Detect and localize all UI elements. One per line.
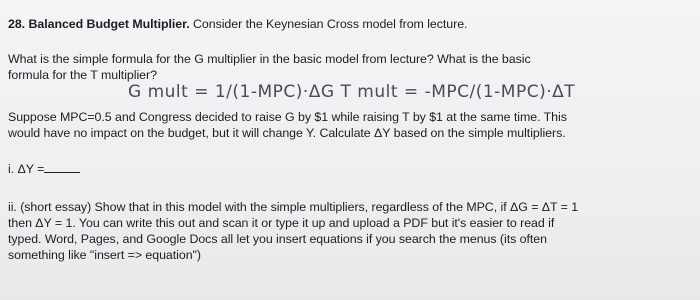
- question-intro: Consider the Keynesian Cross model from lecture.: [193, 17, 468, 31]
- part-ii-line-3: typed. Word, Pages, and Google Docs all let you insert equations if you search the menus (its often: [8, 232, 547, 246]
- scenario-line-2: would have no impact on the budget, but it will change Y. Calculate ΔY based on the simple multipliers.: [8, 126, 566, 140]
- answer-blank: [44, 162, 80, 173]
- prompt-line-2: formula for the T multiplier?: [8, 68, 157, 82]
- scenario-line-1: Suppose MPC=0.5 and Congress decided to raise G by $1 while raising T by $1 at the same time. This: [8, 110, 567, 124]
- part-i-label: i. ΔY =: [8, 162, 45, 176]
- handwritten-answer: G mult = 1/(1-MPC)·ΔG T mult = -MPC/(1-MPC)·ΔT: [128, 82, 576, 102]
- question-heading: [8, 17, 467, 32]
- part-i: [8, 162, 80, 177]
- part-ii-line-2: then ΔY = 1. You can write this out and scan it or type it up and upload a PDF but it's easier to read if: [8, 216, 555, 230]
- question-number: 28. Balanced Budget Multiplier.: [8, 17, 190, 31]
- prompt-line-1: What is the simple formula for the G multiplier in the basic model from lecture? What is the basic: [8, 52, 531, 66]
- part-ii-line-4: something like "insert => equation"): [8, 248, 201, 262]
- part-ii-line-1: ii. (short essay) Show that in this model with the simple multipliers, regardless of the MPC, if ΔG = ΔT = 1: [8, 200, 579, 214]
